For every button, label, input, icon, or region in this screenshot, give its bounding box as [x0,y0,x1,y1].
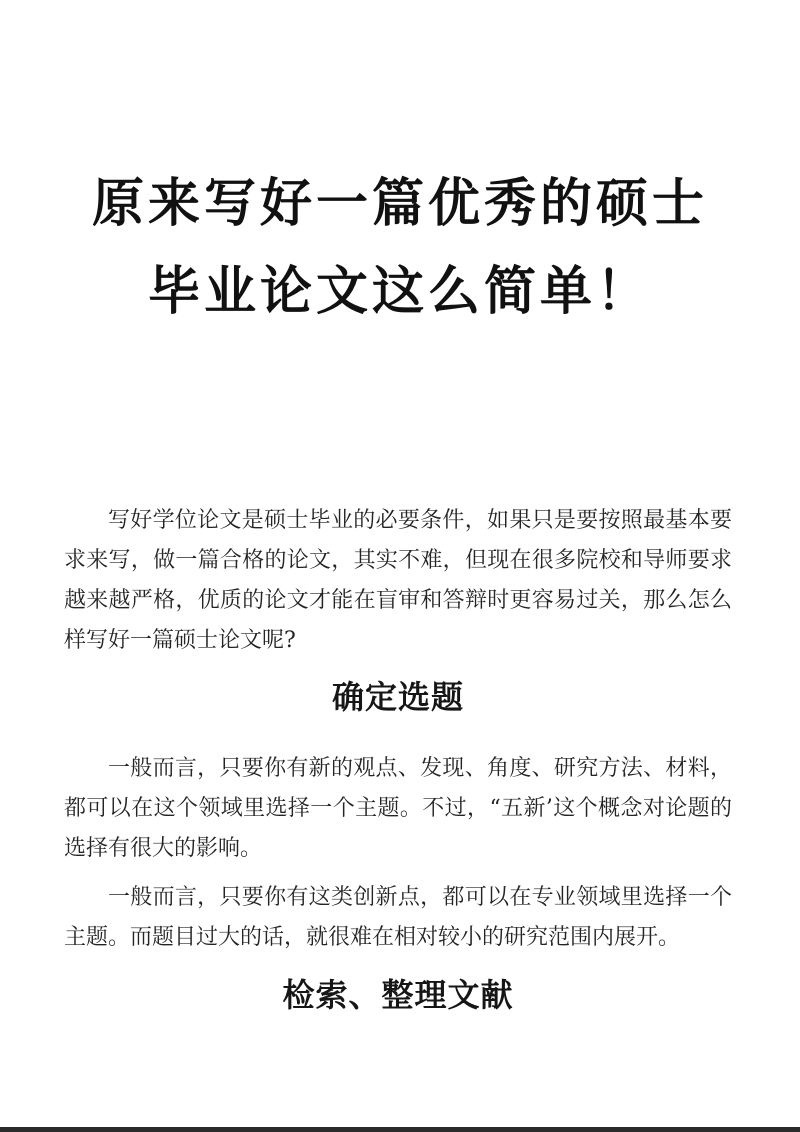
intro-paragraph: 写好学位论文是硕士毕业的必要条件，如果只是要按照最基本要求来写，做一篇合格的论文，其实不难，但现在很多院校和导师要求越来越严格，优质的论文才能在盲审和答辩时更容易过关，那么怎么样写好一篇硕士论文呢? [64,508,732,653]
page-title [40,160,760,336]
document-body [64,501,732,1018]
section-heading-literature-search: 检索、整理文献 [282,976,514,1014]
page-title-line-2: 毕业论文这么简单！ [147,261,652,322]
section1-paragraph-2: 一般而言，只要你有这类创新点，都可以在专业领域里选择一个主题。而题目过大的话，就很难在相对较小的研究范围内展开。 [64,885,732,950]
bottom-edge-bar [0,1127,800,1132]
section1-paragraph-1: 一般而言，只要你有新的观点、发现、角度、研究方法、材料，都可以在这个领域里选择一个主题。不过，“五新’这个概念对论题的选择有很大的影响。 [64,756,732,861]
section-heading-topic-selection: 确定选题 [331,678,464,716]
page-title-line-1: 原来写好一篇优秀的硕士 [91,173,708,234]
